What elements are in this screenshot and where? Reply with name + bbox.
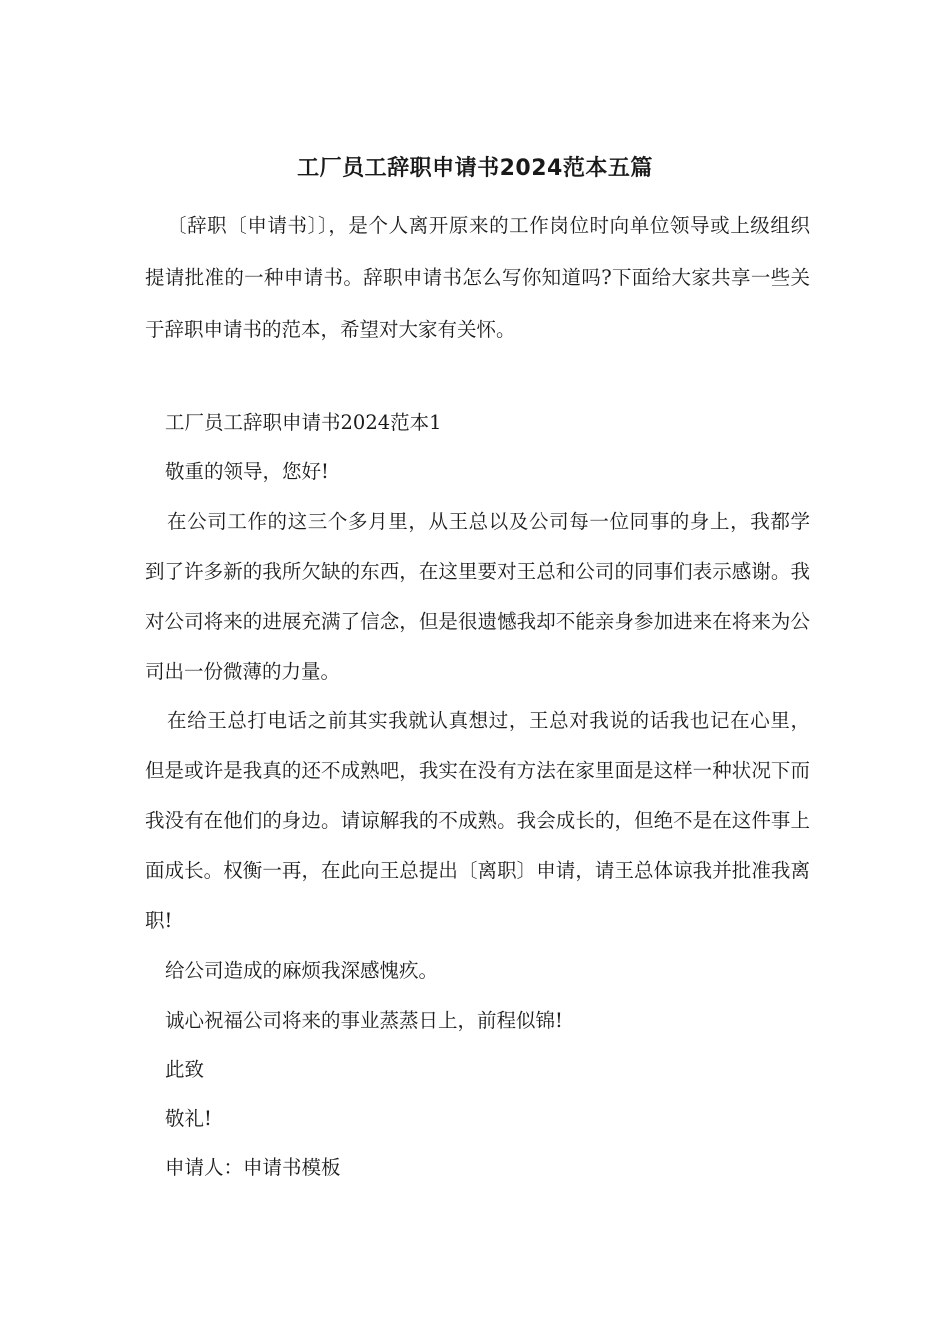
signature-line: 申请人：申请书模板: [165, 1156, 341, 1179]
closing-line-2: 敬礼!: [165, 1107, 212, 1130]
section-heading: 工厂员工辞职申请书2024范本1: [165, 411, 442, 434]
apology-line: 给公司造成的麻烦我深感愧疚。: [165, 959, 439, 982]
body-paragraph-1: 在公司工作的这三个多月里，从王总以及公司每一位同事的身上，我都学到了许多新的我所欠缺的东西，在这里要对王总和公司的同事们表示感谢。我对公司将来的进展充满了信念，但是很遗憾我却不能亲身参加进来在将来为公司出一份微薄的力量。: [145, 510, 810, 683]
body-paragraph-2: 在给王总打电话之前其实我就认真想过，王总对我说的话我也记在心里，但是或许是我真的还不成熟吧，我实在没有方法在家里面是这样一种状况下而我没有在他们的身边。请谅解我的不成熟。我会成长的，但绝不是在这件事上面成长。权衡一再，在此向王总提出〔离职〕申请，请王总体谅我并批准我离职!: [145, 709, 810, 932]
closing-line-1: 此致: [165, 1058, 205, 1081]
salutation: 敬重的领导，您好!: [165, 460, 329, 483]
intro-paragraph: 〔辞职〔申请书〕〕，是个人离开原来的工作岗位时向单位领导或上级组织提请批准的一种申请书。辞职申请书怎么写你知道吗?下面给大家共享一些关于辞职申请书的范本，希望对大家有关怀。: [145, 214, 810, 341]
document-title: 工厂员工辞职申请书2024范本五篇: [297, 156, 653, 181]
wish-line: 诚心祝福公司将来的事业蒸蒸日上，前程似锦!: [165, 1009, 563, 1032]
